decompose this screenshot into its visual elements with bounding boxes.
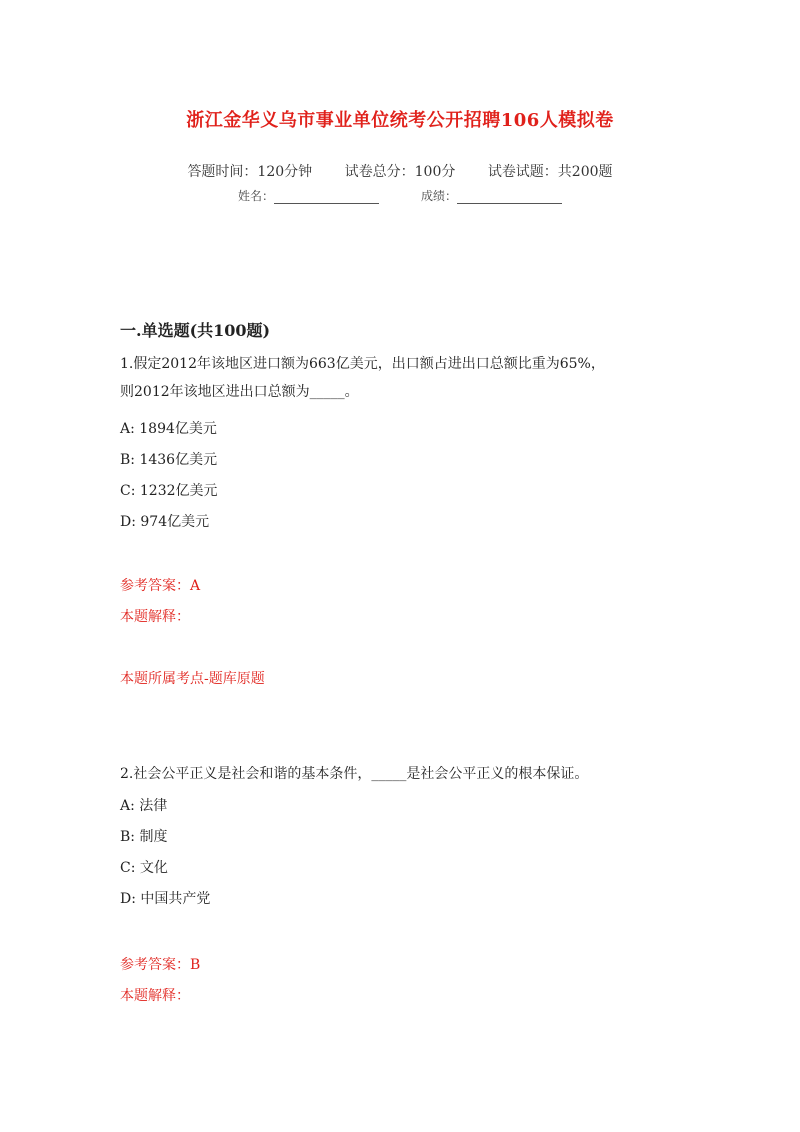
- question-1-source: 本题所属考点-题库原题: [120, 671, 265, 687]
- question-1-stem: [120, 352, 680, 405]
- question-1-line2: 则2012年该地区进出口总额为_____。: [120, 384, 359, 400]
- question-1-option-c: C: 1232亿美元: [120, 483, 218, 499]
- question-1-option-b: B: 1436亿美元: [120, 452, 218, 468]
- exam-time: 答题时间：120分钟: [187, 164, 313, 180]
- question-1-option-d: D: 974亿美元: [120, 514, 210, 530]
- section-title: 一.单选题(共100题): [120, 321, 271, 340]
- question-2-stem: 2.社会公平正义是社会和谐的基本条件，_____是社会公平正义的根本保证。: [120, 766, 589, 782]
- question-2-option-d: D: 中国共产党: [120, 891, 211, 907]
- score-blank: [457, 191, 562, 204]
- question-1-explanation: 本题解释：: [120, 609, 190, 625]
- question-2-option-a: A: 法律: [120, 798, 168, 814]
- question-2-explanation: 本题解释：: [120, 988, 190, 1004]
- question-2-answer: 参考答案：B: [120, 957, 201, 973]
- exam-total-score: 试卷总分：100分: [344, 164, 456, 180]
- question-1-option-a: A: 1894亿美元: [120, 421, 217, 437]
- exam-question-count: 试卷试题：共200题: [487, 164, 613, 180]
- score-label: 成绩：: [421, 189, 458, 203]
- exam-title: 浙江金华义乌市事业单位统考公开招聘106人模拟卷: [186, 110, 614, 131]
- name-blank: [274, 191, 379, 204]
- name-label: 姓名：: [237, 189, 274, 203]
- question-2-option-c: C: 文化: [120, 860, 168, 876]
- question-2-option-b: B: 制度: [120, 829, 168, 845]
- question-1-answer: 参考答案：A: [120, 578, 201, 594]
- question-1-line1: 1.假定2012年该地区进口额为663亿美元，出口额占进出口总额比重为65%，: [120, 356, 605, 372]
- exam-meta: [0, 161, 800, 181]
- name-score-line: [0, 187, 800, 204]
